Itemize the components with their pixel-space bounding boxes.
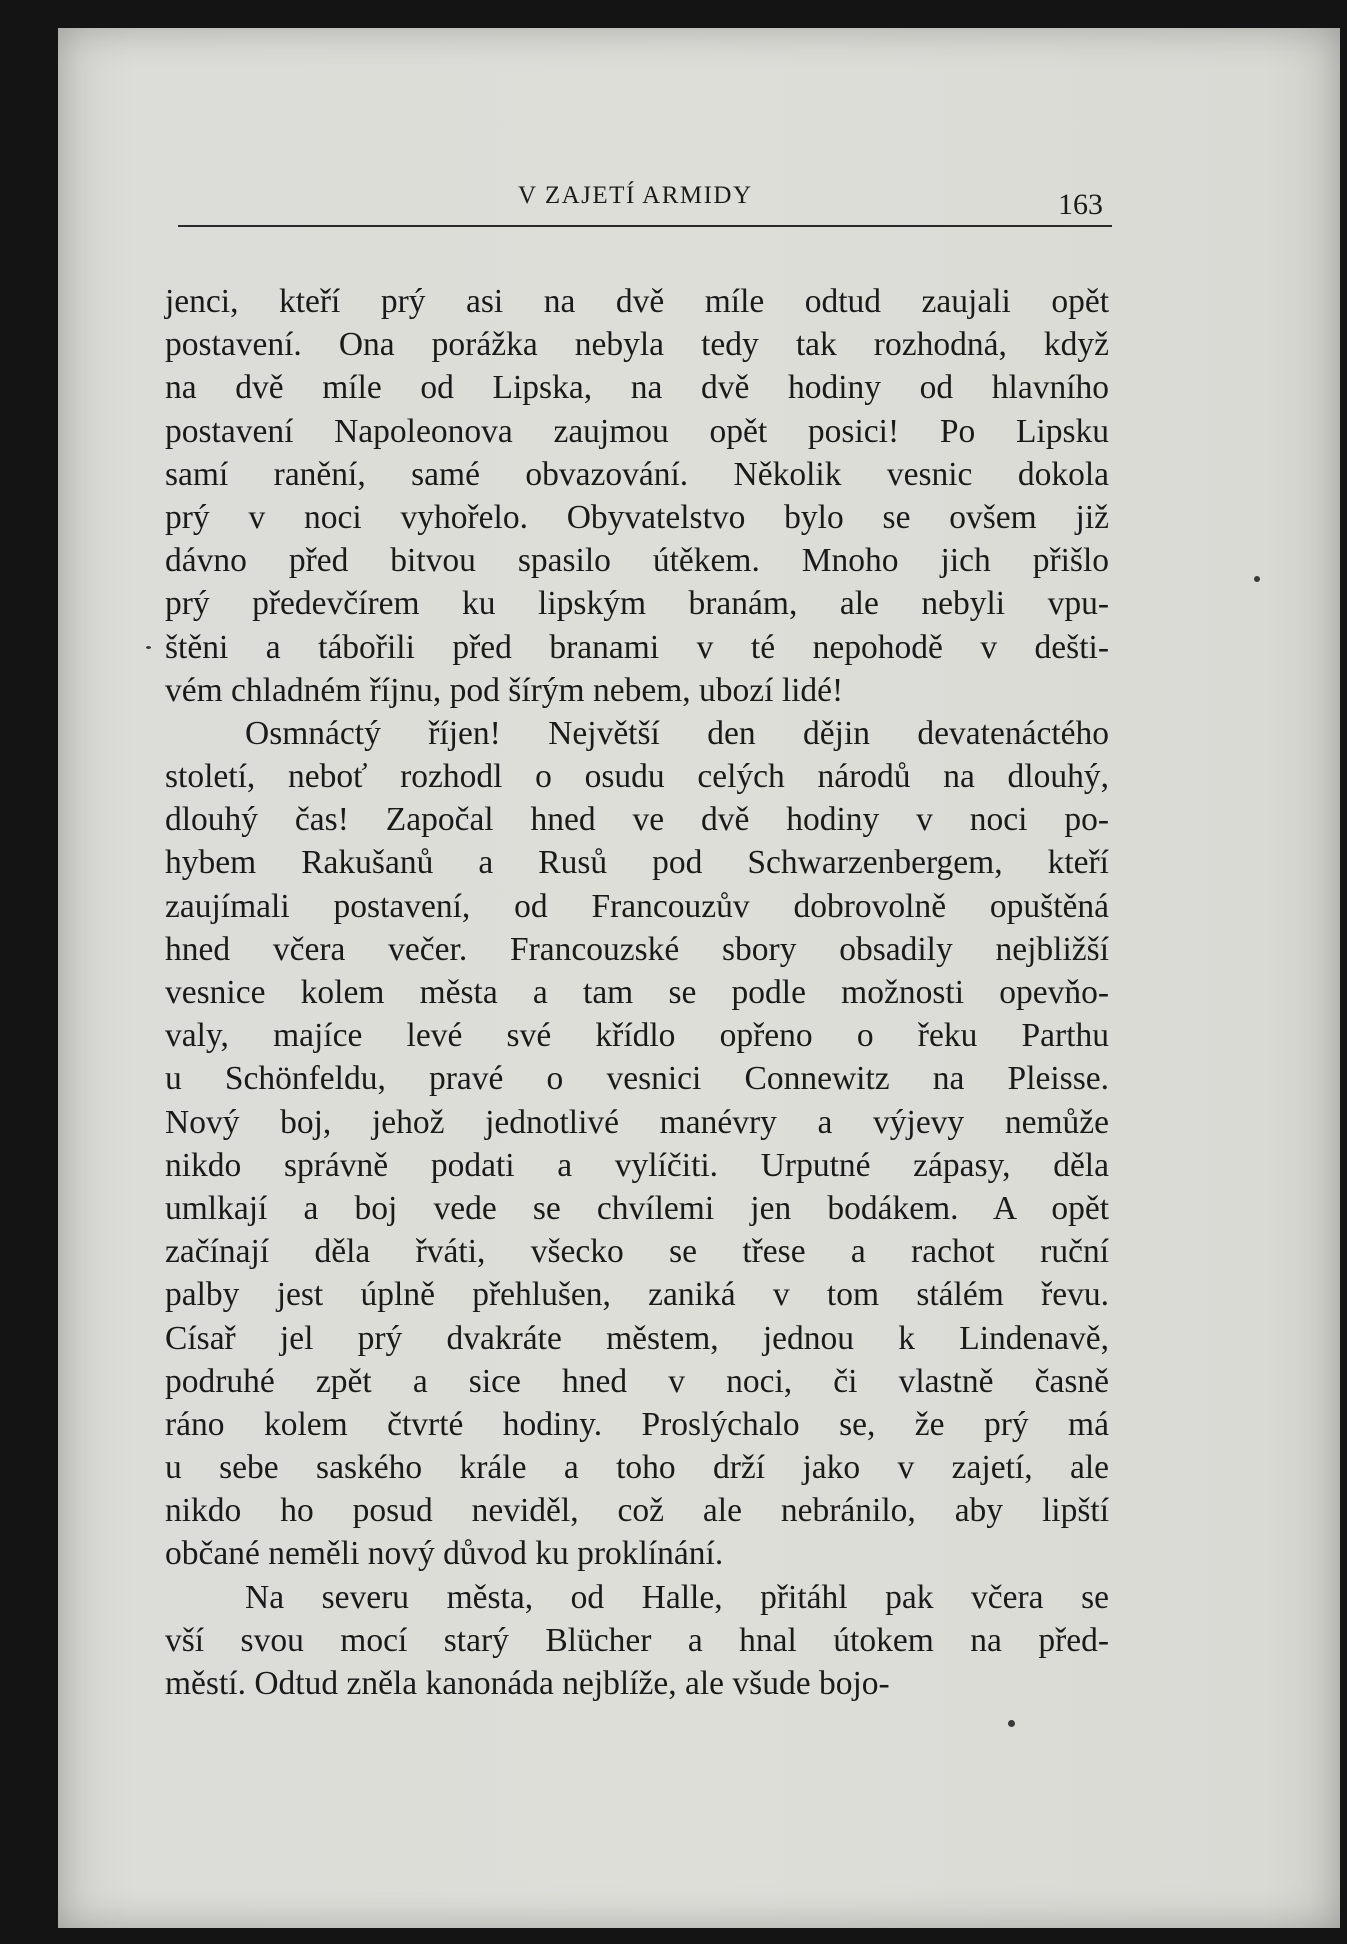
ink-speck xyxy=(146,646,151,649)
text-line: Na severu města, od Halle, přitáhl pak včera se xyxy=(245,1578,1109,1616)
page-number: 163 xyxy=(1058,188,1103,221)
text-line: samí ranění, samé obvazování. Několik vesnic dokola xyxy=(165,455,1109,493)
text-line: občané neměli nový důvod ku proklínání. xyxy=(165,1535,724,1573)
text-line: dávno před bitvou spasilo útěkem. Mnoho jich přišlo xyxy=(165,542,1109,580)
text-line: začínají děla řváti, všecko se třese a rachot ruční xyxy=(165,1233,1109,1271)
text-line: Osmnáctý říjen! Největší den dějin devatenáctého xyxy=(245,714,1109,752)
text-line: štěni a tábořili před branami v té nepohodě v dešti- xyxy=(165,628,1109,666)
ink-speck xyxy=(1008,1720,1015,1727)
paragraph xyxy=(165,1576,1109,1706)
text-line: vší svou mocí starý Blücher a hnal útokem na před- xyxy=(165,1621,1109,1659)
text-line: jenci, kteří prý asi na dvě míle odtud zaujali opět xyxy=(165,283,1109,320)
text-line: prý v noci vyhořelo. Obyvatelstvo bylo se ovšem již xyxy=(165,498,1109,536)
text-line: městí. Odtud zněla kanonáda nejblíže, ale všude bojo- xyxy=(165,1665,890,1702)
header-rule xyxy=(178,225,1112,227)
text-line: na dvě míle od Lipska, na dvě hodiny od hlavního xyxy=(165,369,1109,407)
text-line: valy, majíce levé své křídlo opřeno o řeku Parthu xyxy=(165,1017,1109,1055)
text-line: postavení Napoleonova zaujmou opět posici! Po Lipsku xyxy=(165,412,1109,450)
text-line: vém chladném říjnu, pod šírým nebem, ubozí lidé! xyxy=(165,671,844,709)
text-line: Nový boj, jehož jednotlivé manévry a výjevy nemůže xyxy=(165,1103,1109,1141)
paragraph xyxy=(165,712,1109,1576)
text-line: umlkají a boj vede se chvílemi jen bodákem. A opět xyxy=(165,1189,1109,1227)
text-line: dlouhý čas! Započal hned ve dvě hodiny v noci po- xyxy=(165,801,1109,839)
text-line: vesnice kolem města a tam se podle možnosti opevňo- xyxy=(165,974,1109,1011)
text-line: prý předevčírem ku lipským branám, ale nebyli vpu- xyxy=(165,585,1109,623)
text-line: zaujímali postavení, od Francouzův dobrovolně opuštěná xyxy=(165,887,1109,925)
text-line: hybem Rakušanů a Rusů pod Schwarzenbergem, kteří xyxy=(165,844,1109,882)
ink-speck xyxy=(1254,576,1260,582)
text-line: Císař jel prý dvakráte městem, jednou k Lindenavě, xyxy=(165,1319,1109,1357)
running-title: V ZAJETÍ ARMIDY xyxy=(518,182,753,209)
text-line: hned včera večer. Francouzské sbory obsadily nejbližší xyxy=(165,930,1109,968)
text-line: podruhé zpět a sice hned v noci, či vlastně časně xyxy=(165,1362,1109,1400)
paragraph xyxy=(165,280,1109,712)
text-line: palby jest úplně přehlušen, zaniká v tom stálém řevu. xyxy=(165,1276,1109,1314)
text-line: nikdo správně podati a vylíčiti. Urputné zápasy, děla xyxy=(165,1146,1109,1184)
text-line: ráno kolem čtvrté hodiny. Proslýchalo se, že prý má xyxy=(165,1405,1109,1443)
text-line: nikdo ho posud neviděl, což ale nebránilo, aby lipští xyxy=(165,1492,1109,1530)
text-line: postavení. Ona porážka nebyla tedy tak rozhodná, když xyxy=(165,326,1109,364)
text-line: u sebe saského krále a toho drží jako v zajetí, ale xyxy=(165,1449,1109,1487)
body-text xyxy=(165,280,1109,1705)
text-line: století, neboť rozhodl o osudu celých národů na dlouhý, xyxy=(165,758,1109,796)
running-head xyxy=(0,182,1347,222)
text-line: u Schönfeldu, pravé o vesnici Connewitz na Pleisse. xyxy=(165,1060,1109,1098)
